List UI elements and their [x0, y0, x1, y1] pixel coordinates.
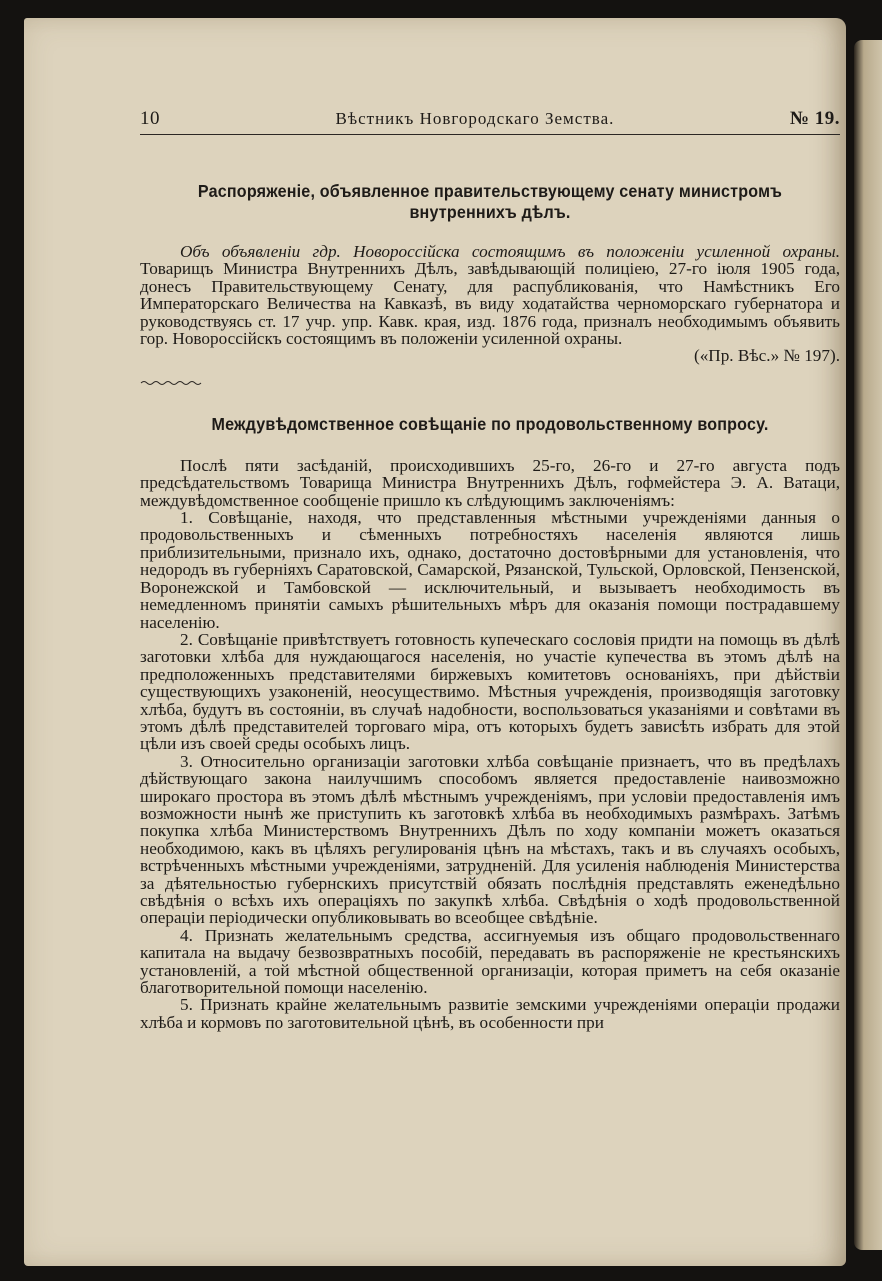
decree-body — [140, 243, 840, 365]
page-content — [140, 108, 840, 1031]
issue-number: № 19. — [789, 108, 840, 129]
decree-subtitle: Объ объявленіи гдр. Новороссійска состоящимъ въ положеніи усиленной охраны. — [180, 242, 840, 261]
meeting-paragraph-4: 4. Признать желательнымъ средства, ассигнуемыя изъ общаго продовольственнаго капитала на выдачу безвозвратныхъ пособій, передавать въ распоряженіе не крестьянскихъ установленій, а той мѣстной общественной организаціи, которая приметъ на себя оказаніе благотворительной помощи населенію. — [140, 925, 840, 998]
running-header — [140, 108, 840, 135]
meeting-heading: Междувѣдомственное совѣщаніе по продовольственному вопросу. — [211, 413, 769, 434]
wavy-divider — [140, 379, 202, 387]
decree-text: Товарищъ Министра Внутреннихъ Дѣлъ, завѣдывающій полиціею, 27-го іюля 1905 года, донесъ Правительствующему Сенату, для распубликованія, что Намѣстникъ Его Императорскаго Величества на Кавказѣ, въ виду ходатайства черноморскаго губернатора и руководствуясь ст. 17 учр. упр. Кавк. края, изд. 1876 года, призналъ необходимымъ объявить гор. Новороссійскъ состоящимъ въ положеніи усиленной охраны. — [140, 259, 840, 349]
meeting-paragraph-2: 2. Совѣщаніе привѣтствуетъ готовность купеческаго сословія придти на помощь въ дѣлѣ заготовки хлѣба для нуждающагося населенія, но участіе купечества въ этомъ дѣлѣ на предположенныхъ представителями биржевыхъ комитетовъ основаніяхъ, при дѣйствіи существующихъ узаконеній, неосуществимо. Мѣстныя учрежденія, производящія заготовку хлѣба, будутъ въ состояніи, въ случаѣ надобности, воспользоваться указаніями и совѣтами въ этомъ дѣлѣ представителей торговаго міра, отъ которыхъ будетъ зависѣть избрать для этой цѣли изъ своей среды особыхъ лицъ. — [140, 629, 840, 754]
meeting-paragraph-3: 3. Относительно организаціи заготовки хлѣба совѣщаніе признаетъ, что въ предѣлахъ дѣйствующаго закона наилучшимъ способомъ является предоставленіе наивозможно широкаго простора въ этомъ дѣлѣ мѣстнымъ учрежденіямъ, при условіи предоставленія имъ возможности нынѣ же приступить къ заготовкѣ хлѣба въ необходимыхъ размѣрахъ. Затѣмъ покупка хлѣба Министерствомъ Внутреннихъ Дѣлъ по ходу компаніи можетъ оказаться необходимою, какъ въ цѣляхъ регулированія цѣнъ на мѣстахъ, такъ и въ случаяхъ особыхъ, встрѣченныхъ мѣстными учрежденіями, затрудненій. Для усиленія наблюденія Министерства за дѣятельностью губернскихъ присутствій обязать послѣднія представлять еженедѣльно свѣдѣнія о всѣхъ ихъ операціяхъ по закупкѣ хлѣба. Свѣдѣнія о ходѣ продовольственной операціи періодически опубликовывать во всеобщее свѣдѣніе. — [140, 751, 840, 928]
page-number: 10 — [140, 108, 160, 129]
meeting-paragraph-1: 1. Совѣщаніе, находя, что представленныя мѣстными учрежденіями данныя о продовольственныхъ и сѣменныхъ потребностяхъ населенія являются лишь приблизительными, признало ихъ, однако, достаточно достовѣрными для установленія, что недородъ въ губерніяхъ Саратовской, Самарской, Рязанской, Тульской, Орловской, Пензенской, Воронежской и Тамбовской — исключительный, и вызываетъ необходимость въ немедленномъ принятіи самыхъ рѣшительныхъ мѣръ для оказанія помощи пострадавшему населенію. — [140, 508, 840, 632]
decree-source: («Пр. Вѣс.» № 197). — [693, 346, 840, 366]
paper-sheet — [24, 18, 846, 1266]
decree-heading: Распоряженіе, объявленное правительствующему сенату министромъ внутреннихъ дѣлъ. — [197, 181, 783, 222]
meeting-body — [140, 457, 840, 1031]
adjacent-page-edge — [854, 40, 882, 1250]
journal-title: Вѣстникъ Новгородскаго Земства. — [335, 109, 615, 128]
meeting-paragraph-5: 5. Признать крайне желательнымъ развитіе земскими учрежденіями операціи продажи хлѣба и кормовъ по заготовительной цѣнѣ, въ особенности при — [140, 995, 840, 1032]
meeting-paragraph-intro: Послѣ пяти засѣданій, происходившихъ 25-го, 26-го и 27-го августа подъ предсѣдательствомъ Товарища Министра Внутреннихъ Дѣлъ, гофмейстера Э. А. Ватаци, междувѣдомственное сообщеніе пришло къ слѣдующимъ заключеніямъ: — [140, 455, 840, 510]
